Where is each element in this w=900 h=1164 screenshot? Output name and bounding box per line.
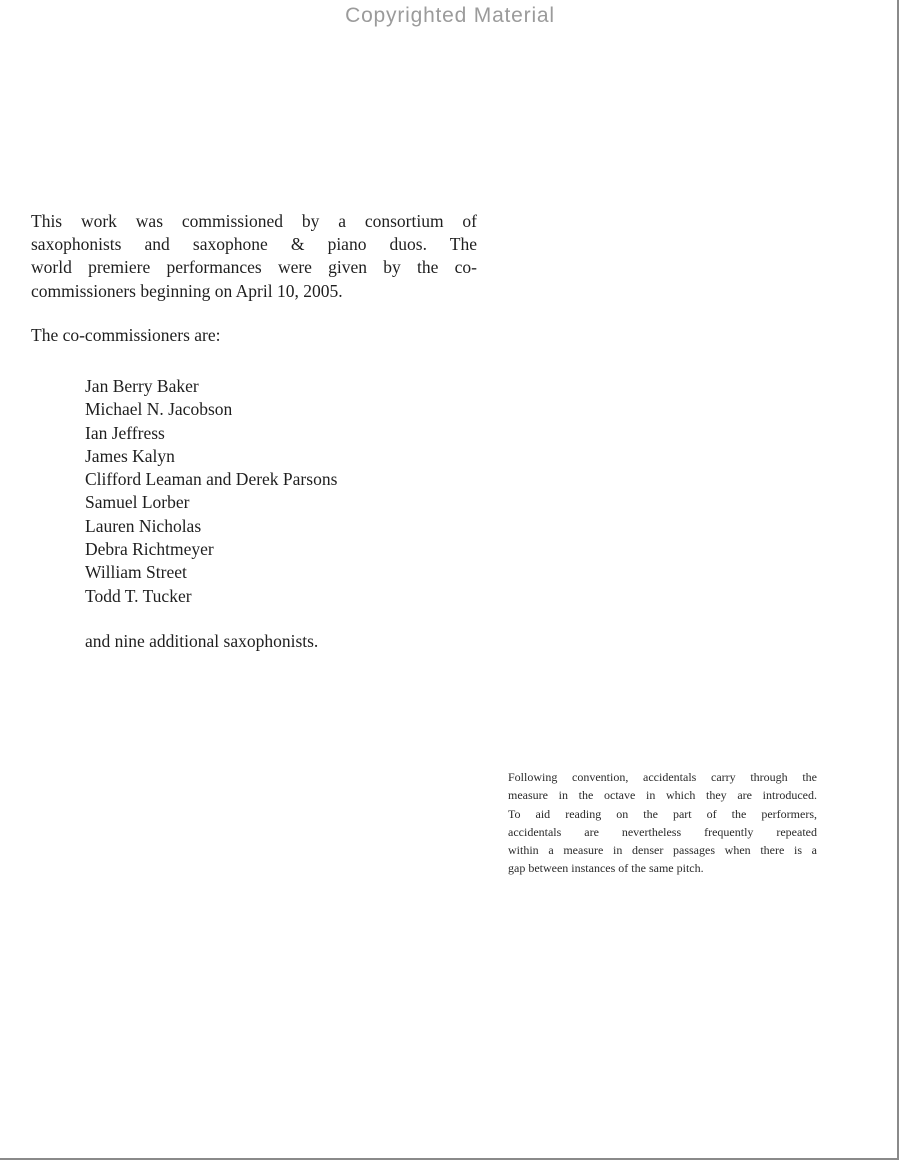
co-commissioner-name: James Kalyn bbox=[85, 445, 175, 466]
accidentals-note-justified-lines bbox=[508, 768, 817, 859]
paragraph-line: world premiere performances were given by the co- bbox=[31, 257, 477, 278]
co-commissioner-name: William Street bbox=[85, 562, 187, 583]
additional-saxophonists-line: and nine additional saxophonists. bbox=[85, 631, 319, 651]
note-line: measure in the octave in which they are introduced. bbox=[508, 788, 817, 803]
co-commissioner-name: Lauren Nicholas bbox=[85, 515, 202, 536]
note-last-line: gap between instances of the same pitch. bbox=[508, 861, 704, 876]
commission-paragraph bbox=[31, 210, 477, 303]
co-commissioners-intro: The co-commissioners are: bbox=[31, 325, 221, 345]
co-commissioner-name: Debra Richtmeyer bbox=[85, 539, 214, 560]
commission-paragraph-justified-lines bbox=[31, 210, 477, 280]
co-commissioner-name: Clifford Leaman and Derek Parsons bbox=[85, 469, 338, 490]
paragraph-line: This work was commissioned by a consortium of bbox=[31, 211, 477, 231]
co-commissioner-name: Michael N. Jacobson bbox=[85, 399, 233, 420]
accidentals-note bbox=[508, 768, 817, 878]
note-line: Following convention, accidentals carry through the bbox=[508, 770, 817, 784]
co-commissioner-name: Todd T. Tucker bbox=[85, 585, 192, 606]
paragraph-last-line: commissioners beginning on April 10, 2005. bbox=[31, 280, 343, 301]
page-edge-bottom bbox=[0, 1158, 899, 1160]
co-commissioner-name: Samuel Lorber bbox=[85, 492, 190, 513]
note-line: within a measure in denser passages when there is a bbox=[508, 843, 817, 858]
paragraph-line: saxophonists and saxophone & piano duos. The bbox=[31, 234, 477, 255]
co-commissioner-name: Ian Jeffress bbox=[85, 422, 165, 443]
note-line: accidentals are nevertheless frequently repeated bbox=[508, 824, 817, 839]
page-edge-right bbox=[897, 0, 899, 1160]
co-commissioners-list bbox=[85, 375, 337, 608]
copyright-notice: Copyrighted Material bbox=[345, 4, 555, 27]
note-line: To aid reading on the part of the performers, bbox=[508, 806, 817, 821]
co-commissioner-name: Jan Berry Baker bbox=[85, 376, 199, 396]
